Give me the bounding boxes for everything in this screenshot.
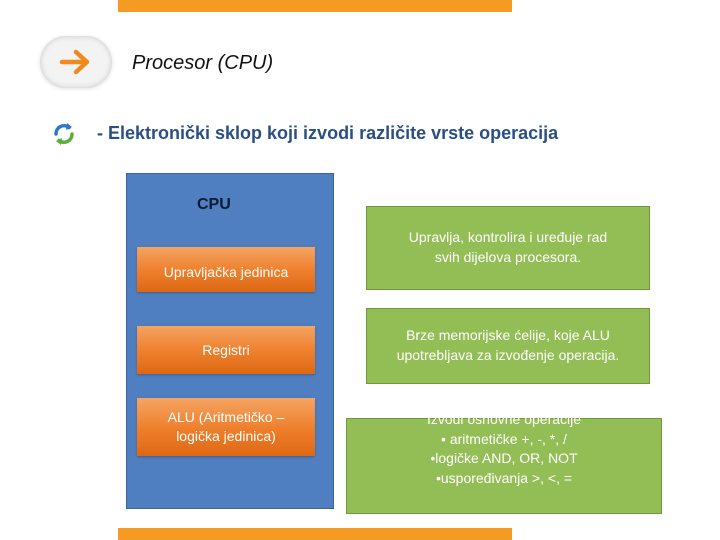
alu-box (137, 398, 315, 456)
cpu-label: CPU (197, 196, 231, 213)
description-line: •uspoređivanja >, <, = (435, 469, 573, 486)
slide-subtitle: - Elektronički sklop koji izvodi različite vrste operacija (97, 123, 559, 143)
alu-description (346, 411, 662, 514)
control-unit-box (137, 247, 315, 292)
top-accent-bar (118, 0, 512, 12)
registers-label: Registri (202, 341, 250, 358)
description-line: Izvodi osnovne operacije (426, 411, 582, 427)
control-unit-label: Upravljačka jedinica (163, 264, 289, 281)
description-line: • aritmetičke +, -, *, / (441, 430, 567, 447)
description-line: svih dijelova procesora. (434, 249, 582, 265)
alu-label-line: ALU (Aritmetičko – (167, 409, 285, 426)
registers-description (366, 308, 650, 384)
slide-title: Procesor (CPU) (132, 52, 274, 74)
alu-label-line: logička jedinica) (176, 428, 276, 444)
description-line: •logičke AND, OR, NOT (430, 450, 578, 467)
bottom-accent-bar (118, 528, 512, 540)
description-line: Upravlja, kontrolira i uređuje rad (408, 229, 608, 246)
control-unit-description (366, 206, 650, 290)
registers-box (137, 326, 315, 374)
description-line: upotrebljava za izvođenje operacija. (396, 347, 620, 363)
arrow-badge (40, 36, 112, 88)
description-line: Brze memorijske ćelije, koje ALU (406, 327, 610, 344)
refresh-icon (50, 120, 78, 148)
arrow-right-icon (58, 49, 94, 75)
